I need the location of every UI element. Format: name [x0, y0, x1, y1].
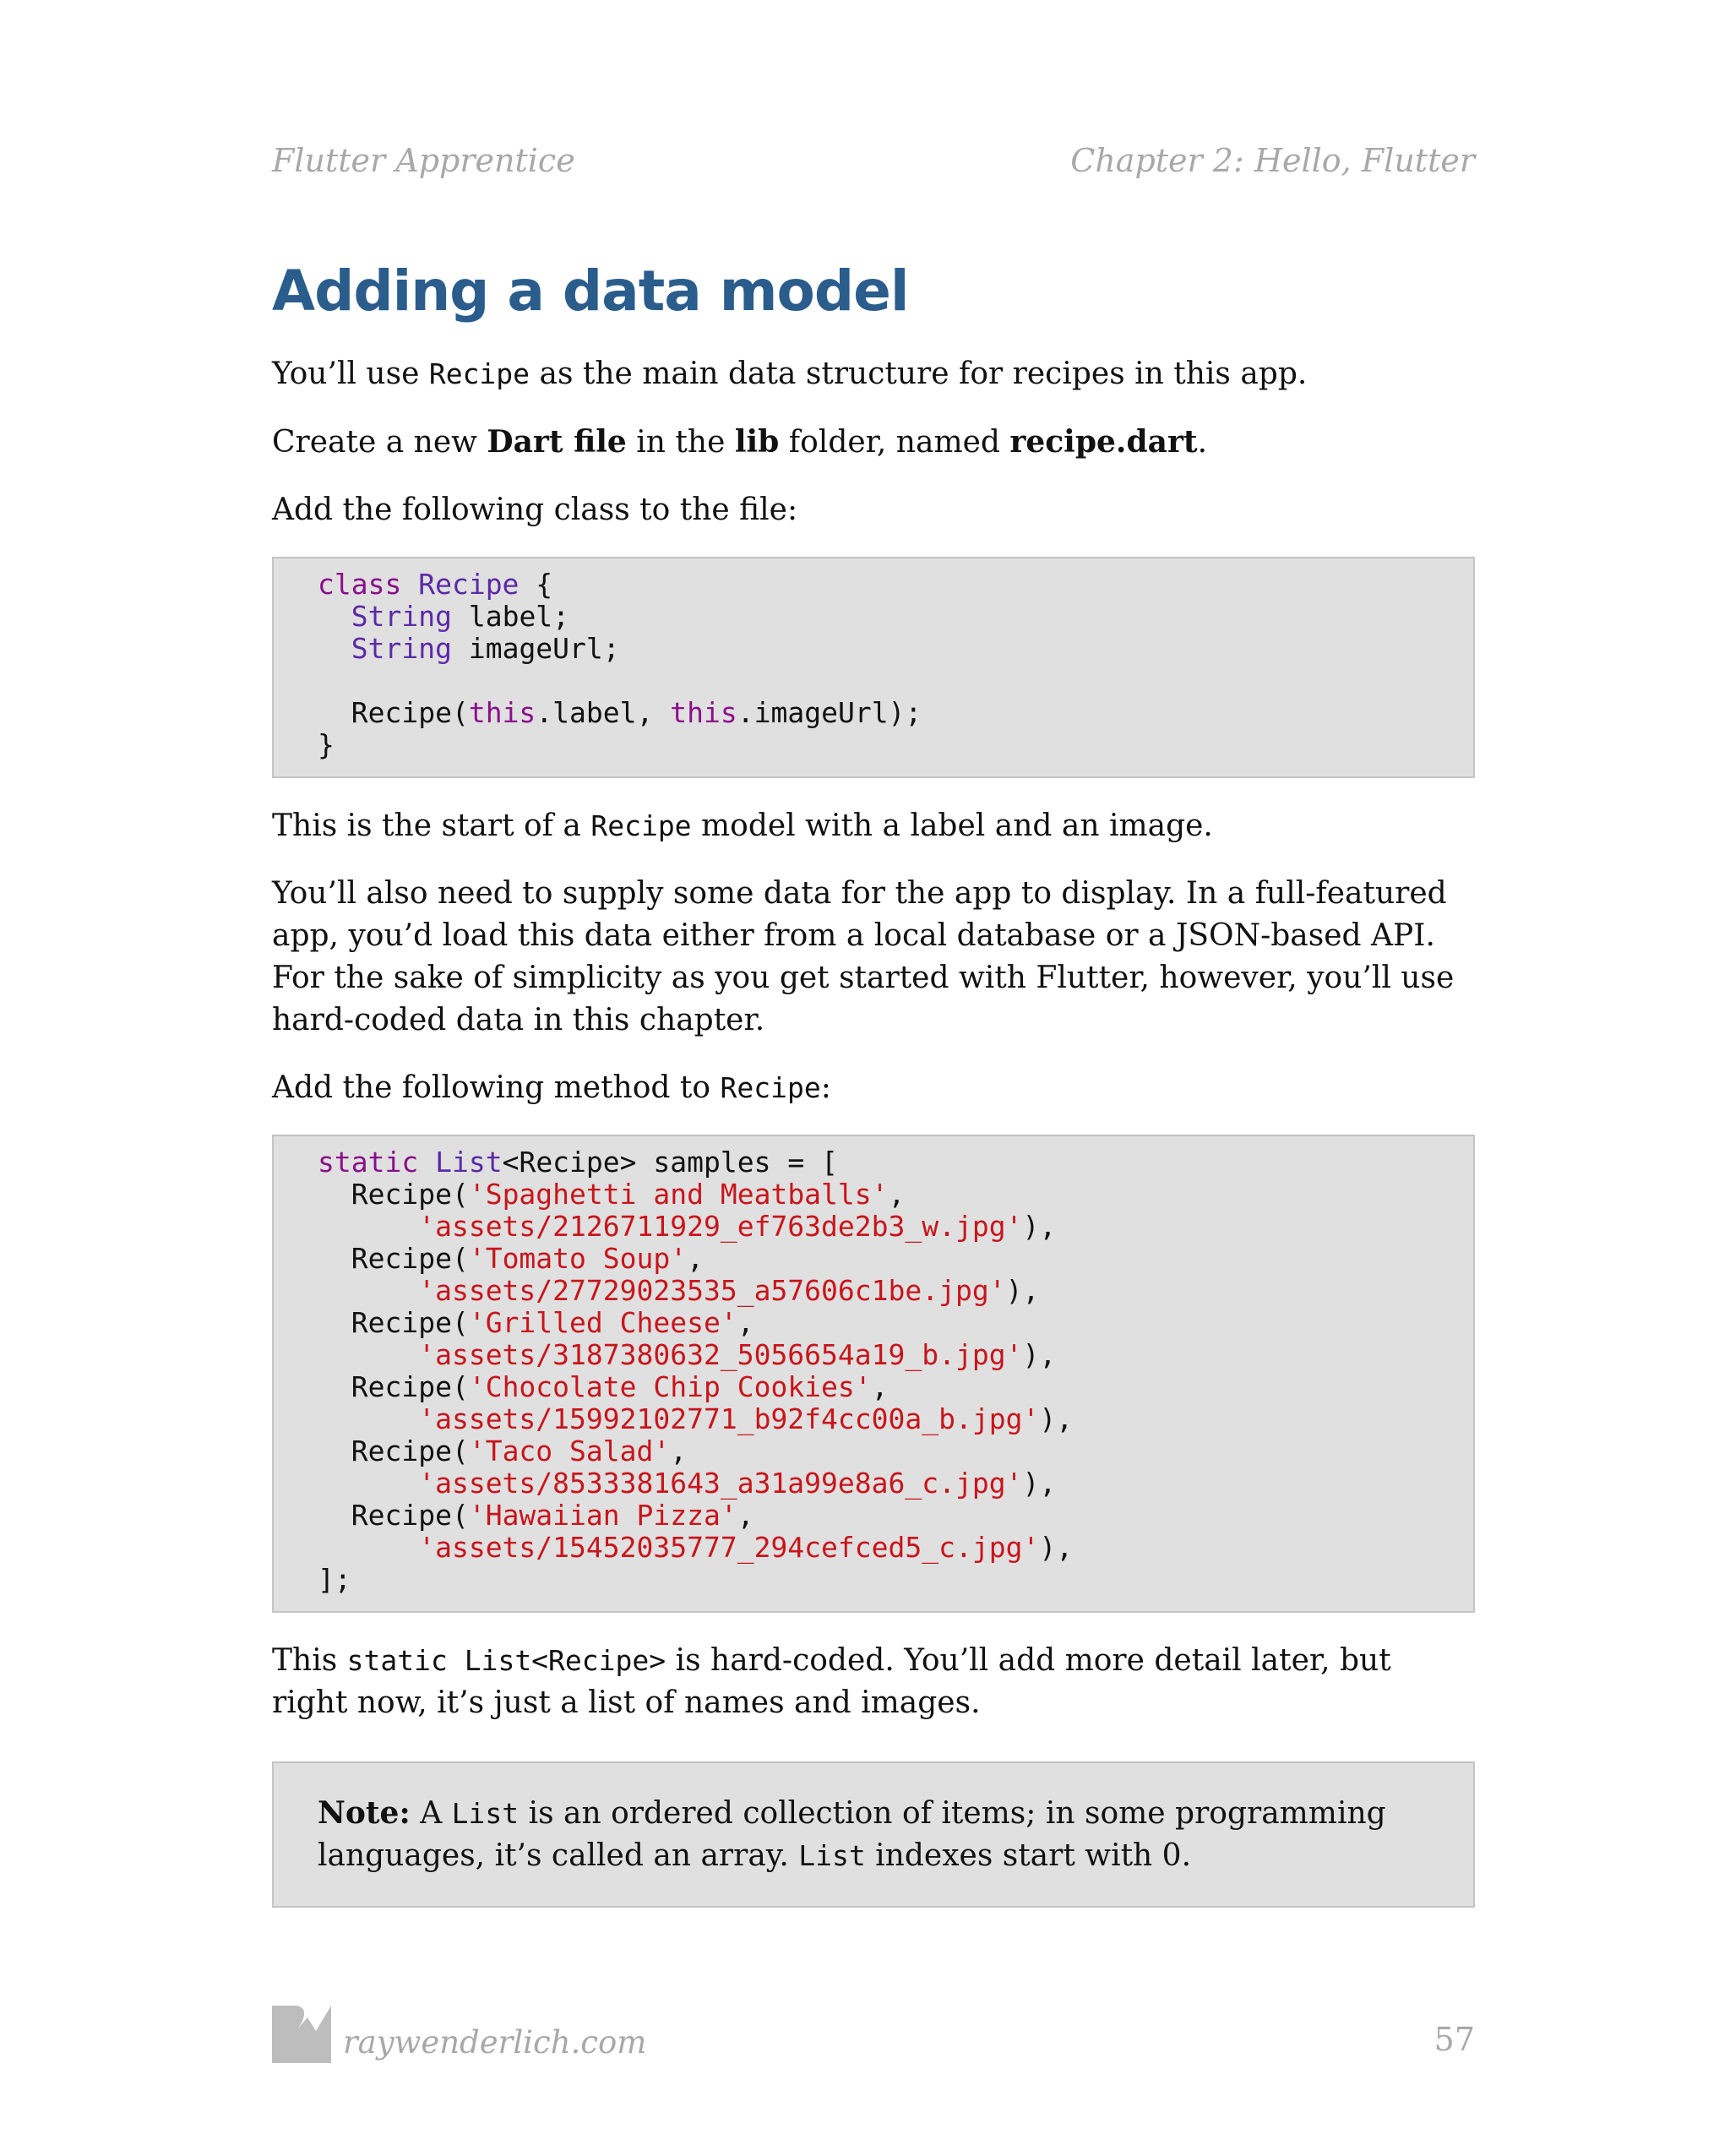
text: indexes start with 0. [865, 1838, 1192, 1873]
code-text: ), [1022, 1467, 1057, 1500]
code-string: 'assets/2126711929_ef763de2b3_w.jpg' [418, 1210, 1023, 1243]
note-label: Note: [318, 1795, 411, 1831]
text: . [1197, 425, 1208, 460]
code-text: { [519, 568, 553, 601]
paragraph-add-method [272, 1067, 1475, 1109]
code-text: label; [451, 600, 570, 633]
footer-site: raywenderlich.com [343, 2024, 647, 2061]
code-text: , [888, 1178, 906, 1211]
code-text: Recipe( [351, 1306, 469, 1339]
code-keyword: class [318, 568, 402, 601]
code-string: 'Chocolate Chip Cookies' [468, 1370, 872, 1403]
code-keyword: this [468, 696, 536, 729]
paragraph-hard-coded [272, 1640, 1475, 1724]
code-string: 'assets/27729023535_a57606c1be.jpg' [418, 1274, 1006, 1307]
paragraph-intro [272, 353, 1475, 395]
book-title: Flutter Apprentice [272, 142, 575, 179]
running-header [272, 142, 1475, 184]
code-string: 'assets/3187380632_5056654a19_b.jpg' [418, 1338, 1023, 1371]
code-type: Recipe [418, 568, 520, 601]
bold-text: lib [734, 424, 780, 460]
code-text: Recipe( [351, 1499, 469, 1532]
inline-code: List [798, 1839, 866, 1872]
page-number: 57 [1434, 2021, 1475, 2058]
text: This [272, 1643, 347, 1678]
text: A [410, 1796, 452, 1831]
code-text: , [687, 1242, 704, 1275]
text: is an ordered collection of items; in some programming languages, it’s called an array. [318, 1796, 1386, 1873]
code-type: List [435, 1146, 503, 1179]
code-string: 'Grilled Cheese' [468, 1306, 737, 1339]
code-string: 'assets/15992102771_b92f4cc00a_b.jpg' [418, 1402, 1040, 1435]
text: as the main data structure for recipes in this app. [530, 357, 1308, 391]
code-text: Recipe( [351, 696, 469, 729]
text: folder, named [779, 425, 1010, 460]
inline-code: List [451, 1797, 520, 1830]
code-text: <Recipe> samples = [ [502, 1146, 838, 1179]
code-text: ), [1022, 1338, 1057, 1371]
code-text: Recipe( [351, 1370, 469, 1403]
text: Create a new [272, 425, 487, 460]
code-string: 'Tomato Soup' [468, 1242, 688, 1275]
text: is hard-coded. You’ll add more detail later, but right now, it’s just a list of names and images. [272, 1643, 1391, 1720]
code-string: 'Hawaiian Pizza' [468, 1499, 737, 1532]
code-text: ), [1022, 1210, 1057, 1243]
code-text: Recipe( [351, 1435, 469, 1467]
code-string: 'Taco Salad' [468, 1435, 671, 1467]
code-text: Recipe( [351, 1178, 469, 1211]
code-text: .label, [536, 696, 671, 729]
text: : [820, 1070, 831, 1105]
rw-logo-icon [272, 2004, 331, 2063]
chapter-title: Chapter 2: Hello, Flutter [1070, 142, 1475, 179]
text: This is the start of a [272, 808, 591, 843]
code-keyword: this [670, 696, 737, 729]
text: model with a label and an image. [691, 808, 1213, 843]
code-text: ]; [318, 1563, 351, 1596]
inline-code: Recipe [428, 357, 530, 390]
text: in the [626, 425, 735, 460]
code-text: , [737, 1499, 754, 1532]
code-text: , [737, 1306, 754, 1339]
code-text: ), [1039, 1531, 1074, 1564]
code-keyword: static [318, 1146, 419, 1179]
code-block-recipe-class [272, 557, 1475, 778]
page-content [272, 253, 1475, 1908]
code-text: } [318, 728, 335, 761]
code-text: ), [1039, 1402, 1074, 1435]
bold-text: Dart file [487, 424, 627, 460]
code-text: , [670, 1435, 688, 1467]
inline-code: Recipe [720, 1071, 821, 1104]
paragraph-add-class: Add the following class to the file: [272, 493, 798, 527]
code-type: String [351, 600, 452, 633]
code-string: 'assets/15452035777_294cefced5_c.jpg' [418, 1531, 1040, 1564]
paragraph-supply-data: You’ll also need to supply some data for the app to display. In a full-featured app, you’d load this data either from a local database or a JSON-based API. For the sake of simplicity as you get started with Flutter, however, you’ll use hard-coded data in this chapter. [272, 876, 1455, 1037]
inline-code: static List<Recipe> [346, 1644, 666, 1677]
code-text: Recipe( [351, 1242, 469, 1275]
code-text: .imageUrl); [737, 696, 922, 729]
inline-code: Recipe [590, 809, 692, 842]
text: Add the following method to [272, 1070, 721, 1105]
code-block-samples [272, 1135, 1475, 1613]
code-text: ), [1005, 1274, 1040, 1307]
code-text: , [871, 1370, 889, 1403]
paragraph-model-start [272, 805, 1475, 847]
code-string: 'Spaghetti and Meatballs' [468, 1178, 889, 1211]
bold-text: recipe.dart [1009, 424, 1198, 460]
code-string: 'assets/8533381643_a31a99e8a6_c.jpg' [418, 1467, 1023, 1500]
text: You’ll use [272, 357, 429, 391]
paragraph-create-file [272, 421, 1475, 464]
section-heading: Adding a data model [272, 259, 909, 324]
code-text: imageUrl; [451, 632, 620, 665]
note-box [272, 1761, 1475, 1908]
code-type: String [351, 632, 452, 665]
